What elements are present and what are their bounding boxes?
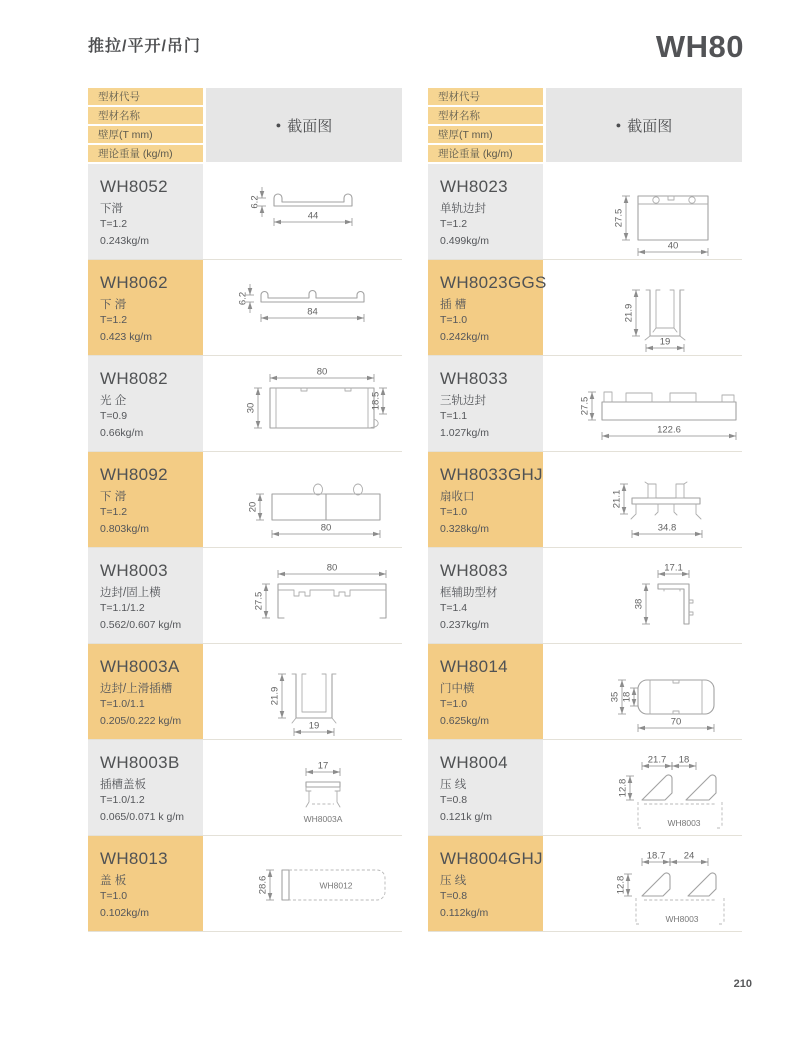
profile-name: 单轨边封 <box>440 203 486 215</box>
profile-name: 光 企 <box>100 395 127 407</box>
profile-row <box>428 836 742 932</box>
dimension <box>618 776 635 800</box>
profile-info-cell <box>88 644 203 739</box>
dimension <box>642 755 672 771</box>
mating-profile-label: WH8003A <box>303 814 343 824</box>
dimension <box>612 484 629 514</box>
dimension-label: 21.7 <box>647 754 667 766</box>
cross-section-cell <box>546 836 742 931</box>
profile-weight: 0.121k g/m <box>440 810 492 823</box>
profile-thickness: T=1.0 <box>440 506 468 519</box>
profile-weight: 0.803kg/m <box>100 522 150 535</box>
dimension <box>238 284 255 313</box>
catalog-tables <box>88 88 742 932</box>
profile-name: 下 滑 <box>100 491 127 503</box>
header-profile-code: 型材代号 <box>88 88 203 105</box>
header-wall-thickness: 壁厚(T mm) <box>428 126 543 143</box>
profile-weight: 0.66kg/m <box>100 426 144 439</box>
dimension <box>580 392 597 420</box>
profile-info-cell <box>88 452 203 547</box>
profile-info-cell <box>428 548 543 643</box>
profile-thickness: T=1.0 <box>440 698 468 711</box>
profile-code: WH8052 <box>100 177 168 196</box>
dimension-label: 24 <box>683 850 695 862</box>
profile-row <box>88 548 402 644</box>
profile-specs <box>440 696 535 729</box>
dimension-label: 27.5 <box>579 396 591 416</box>
dimension <box>250 187 267 217</box>
profile-specs <box>440 600 535 633</box>
page-number: 210 <box>733 978 752 990</box>
profile-specs <box>440 216 535 249</box>
profile-weight: 0.205/0.222 kg/m <box>100 714 182 727</box>
profile-weight: 0.625kg/m <box>440 714 490 727</box>
dimension-label: 80 <box>320 522 332 534</box>
header-profile-code: 型材代号 <box>428 88 543 105</box>
cross-section-diagram <box>546 548 742 643</box>
dimension-label: 27.5 <box>253 591 265 611</box>
cross-section-diagram <box>546 260 742 355</box>
profile-thickness: T=1.2 <box>100 506 128 519</box>
table-header-labels <box>88 88 203 162</box>
profile-row <box>428 548 742 644</box>
cross-section-cell <box>206 644 402 739</box>
profile-code: WH8023 <box>440 177 508 196</box>
profile-weight: 0.112kg/m <box>440 906 489 919</box>
cross-section-cell <box>546 740 742 835</box>
bullet-icon: ● <box>615 120 622 130</box>
dimension-label: 6.2 <box>237 291 249 306</box>
cross-section-diagram <box>206 356 402 451</box>
dimension-label: 21.9 <box>269 686 281 706</box>
dimension <box>634 584 651 624</box>
cross-section-diagram <box>206 260 402 355</box>
dimension <box>371 388 388 414</box>
dimension-label: 18.5 <box>370 391 382 411</box>
dimension-label: 84 <box>307 306 318 318</box>
dimension <box>254 584 271 618</box>
profile-row <box>88 452 402 548</box>
cross-section-diagram <box>546 452 742 547</box>
dimension-label: 20 <box>247 501 259 513</box>
dimension <box>616 874 633 896</box>
dimension-label: 18 <box>678 754 690 766</box>
dimension <box>638 241 708 257</box>
cross-section-cell <box>206 836 402 931</box>
cross-section-cell <box>206 260 402 355</box>
profile-name: 扇收口 <box>440 491 475 503</box>
dimension-label: 17 <box>317 760 329 772</box>
profile-thickness: T=0.8 <box>440 890 468 903</box>
profile-specs <box>440 888 535 921</box>
profile-weight: 0.328kg/m <box>440 522 490 535</box>
profile-code: WH8062 <box>100 273 168 292</box>
cross-section-cell <box>546 452 742 547</box>
profile-weight: 0.065/0.071 k g/m <box>100 810 185 823</box>
profile-code: WH8033 <box>440 369 508 388</box>
cross-section-diagram <box>546 644 742 739</box>
cross-section-diagram <box>546 740 742 835</box>
profile-code: WH8004GHJ <box>440 849 543 868</box>
profile-name: 下滑 <box>100 203 123 215</box>
profile-info-cell <box>88 260 203 355</box>
profile-code: WH8023GGS <box>440 273 547 292</box>
section-diagram-label: 截面图 <box>627 117 673 135</box>
cross-section-diagram <box>206 740 402 835</box>
profile-name: 边封/上滑插槽 <box>100 683 173 695</box>
dimension <box>638 717 714 733</box>
profile-thickness: T=1.0/1.2 <box>100 794 145 807</box>
profile-code: WH8004 <box>440 753 508 772</box>
header-theoretical-weight: 理论重量 (kg/m) <box>88 145 203 162</box>
profile-thickness: T=1.1/1.2 <box>100 602 145 615</box>
profile-name: 插 槽 <box>440 299 467 311</box>
table-header <box>428 88 742 162</box>
dimension-label: 30 <box>245 402 257 414</box>
dimension <box>258 870 275 900</box>
profile-thickness: T=0.9 <box>100 410 128 423</box>
profile-info-cell <box>88 164 203 259</box>
profile-code: WH8033GHJ <box>440 465 543 484</box>
dimension <box>658 563 689 579</box>
profile-info-cell <box>428 260 547 355</box>
section-diagram-label: 截面图 <box>287 117 333 135</box>
profile-code: WH8013 <box>100 849 168 868</box>
section-diagram-header <box>546 88 742 162</box>
page-header <box>88 0 744 62</box>
dimension <box>248 494 265 520</box>
dimension <box>278 563 386 579</box>
dimension-label: 17.1 <box>664 562 683 574</box>
profile-table-right <box>428 88 742 932</box>
dimension <box>602 425 736 441</box>
table-header-labels <box>428 88 543 162</box>
dimension <box>624 290 641 336</box>
profile-row <box>428 164 742 260</box>
dimension <box>632 523 702 539</box>
profile-info-cell <box>428 836 543 931</box>
dimension-label: 18.7 <box>646 850 666 862</box>
profile-code: WH8092 <box>100 465 168 484</box>
profile-weight: 0.102kg/m <box>100 906 150 919</box>
profile-specs <box>100 216 195 249</box>
profile-thickness: T=1.2 <box>440 218 468 231</box>
profile-thickness: T=0.8 <box>440 794 468 807</box>
profile-info-cell <box>88 548 203 643</box>
profile-info-cell <box>428 644 543 739</box>
dimension <box>672 755 696 771</box>
profile-code: WH8003 <box>100 561 168 580</box>
cross-section-diagram <box>206 452 402 547</box>
profile-row <box>88 740 402 836</box>
dimension-label: 21.9 <box>623 303 635 323</box>
profile-thickness: T=1.0 <box>440 314 468 327</box>
cross-section-cell <box>206 164 402 259</box>
dimension-label: 18 <box>621 691 633 703</box>
profile-name: 框辅助型材 <box>440 587 498 599</box>
profile-specs <box>100 312 195 345</box>
dimension-label: 122.6 <box>657 424 681 436</box>
profile-specs <box>440 312 535 345</box>
dimension-label: 35 <box>609 691 621 703</box>
dimension <box>270 367 374 383</box>
cross-section-diagram <box>546 164 742 259</box>
profile-name: 三轨边封 <box>440 395 486 407</box>
dimension <box>294 721 334 737</box>
profile-thickness: T=1.2 <box>100 218 128 231</box>
profile-name: 下 滑 <box>100 299 127 311</box>
profile-info-cell <box>88 836 203 931</box>
dimension <box>642 851 670 867</box>
cross-section-diagram <box>206 644 402 739</box>
cross-section-diagram <box>206 548 402 643</box>
profile-row <box>88 836 402 932</box>
profile-thickness: T=1.2 <box>100 314 128 327</box>
dimension-label: 38 <box>633 598 645 610</box>
profile-row <box>88 164 402 260</box>
profile-info-cell <box>88 740 203 835</box>
cross-section-cell <box>546 164 742 259</box>
dimension-label: 21.1 <box>611 489 623 509</box>
page-title: 推拉/平开/吊门 <box>88 38 201 55</box>
profile-specs <box>100 696 195 729</box>
profile-info-cell <box>428 356 543 451</box>
profile-name: 压 线 <box>440 779 467 791</box>
profile-table-left <box>88 88 402 932</box>
cross-section-cell <box>546 260 742 355</box>
cross-section-diagram <box>206 164 402 259</box>
profile-name: 边封/固上横 <box>100 587 161 599</box>
cross-section-cell <box>206 356 402 451</box>
dimension <box>272 523 380 539</box>
dimension-label: 80 <box>316 366 328 378</box>
profile-weight: 0.243kg/m <box>100 234 150 247</box>
cross-section-cell <box>546 548 742 643</box>
mating-profile-label: WH8003 <box>665 914 699 924</box>
profile-specs <box>100 792 195 825</box>
profile-name: 插槽盖板 <box>100 779 146 791</box>
profile-specs <box>100 888 195 921</box>
dimension-label: 6.2 <box>249 195 261 209</box>
profile-row <box>428 452 742 548</box>
dimension <box>274 211 352 227</box>
profile-row <box>88 356 402 452</box>
cross-section-diagram <box>546 356 742 451</box>
dimension-label: 70 <box>670 716 682 728</box>
profile-code: WH8014 <box>440 657 508 676</box>
dimension-label: 80 <box>326 562 338 574</box>
profile-info-cell <box>428 164 543 259</box>
cross-section-cell <box>206 548 402 643</box>
profile-weight: 0.562/0.607 kg/m <box>100 618 182 631</box>
profile-thickness: T=1.0/1.1 <box>100 698 145 711</box>
cross-section-diagram <box>206 836 402 931</box>
profile-code: WH8003B <box>100 753 180 772</box>
profile-row <box>88 644 402 740</box>
profile-weight: 0.237kg/m <box>440 618 490 631</box>
dimension <box>670 851 708 867</box>
series-title: WH80 <box>655 29 744 64</box>
dimension <box>622 688 639 706</box>
profile-code: WH8003A <box>100 657 180 676</box>
profile-weight: 0.499kg/m <box>440 234 490 247</box>
table-header <box>88 88 402 162</box>
profile-weight: 0.242kg/m <box>440 330 490 343</box>
dimension <box>261 307 364 323</box>
profile-thickness: T=1.1 <box>440 410 468 423</box>
profile-info-cell <box>428 452 543 547</box>
profile-row <box>88 260 402 356</box>
section-diagram-header <box>206 88 402 162</box>
profile-info-cell <box>88 356 203 451</box>
dimension-label: 28.6 <box>257 875 269 895</box>
profile-row <box>428 644 742 740</box>
profile-specs <box>100 408 195 441</box>
profile-info-cell <box>428 740 543 835</box>
profile-specs <box>100 504 195 537</box>
dimension <box>246 388 263 428</box>
dimension-label: 19 <box>308 720 320 732</box>
dimension-label: 40 <box>667 240 679 252</box>
profile-weight: 0.423 kg/m <box>100 330 152 343</box>
dimension <box>614 196 631 240</box>
profile-thickness: T=1.4 <box>440 602 468 615</box>
header-profile-name: 型材名称 <box>428 107 543 124</box>
profile-row <box>428 260 742 356</box>
profile-specs <box>440 792 535 825</box>
profile-name: 压 线 <box>440 875 467 887</box>
cross-section-cell <box>206 452 402 547</box>
profile-thickness: T=1.0 <box>100 890 128 903</box>
header-wall-thickness: 壁厚(T mm) <box>88 126 203 143</box>
dimension-label: 27.5 <box>613 208 625 228</box>
dimension-label: 12.8 <box>617 778 629 798</box>
header-profile-name: 型材名称 <box>88 107 203 124</box>
profile-name: 门中横 <box>440 683 475 695</box>
cross-section-cell <box>546 644 742 739</box>
profile-weight: 1.027kg/m <box>440 426 490 439</box>
profile-specs <box>440 408 535 441</box>
bullet-icon: ● <box>275 120 282 130</box>
profile-row <box>428 356 742 452</box>
profile-specs <box>440 504 535 537</box>
dimension-label: 34.8 <box>657 522 677 534</box>
dimension-label: 12.8 <box>615 875 627 895</box>
profile-code: WH8082 <box>100 369 168 388</box>
cross-section-cell <box>206 740 402 835</box>
dimension-label: 44 <box>307 210 319 222</box>
dimension <box>646 337 684 353</box>
profile-row <box>428 740 742 836</box>
profile-specs <box>100 600 195 633</box>
profile-name: 盖 板 <box>100 875 127 887</box>
header-theoretical-weight: 理论重量 (kg/m) <box>428 145 543 162</box>
dimension <box>270 674 287 718</box>
profile-code: WH8083 <box>440 561 508 580</box>
mating-profile-label: WH8003 <box>667 818 701 828</box>
dimension <box>306 761 340 777</box>
mating-profile-label: WH8012 <box>319 880 353 891</box>
dimension-label: 19 <box>659 336 671 348</box>
cross-section-diagram <box>546 836 742 931</box>
cross-section-cell <box>546 356 742 451</box>
